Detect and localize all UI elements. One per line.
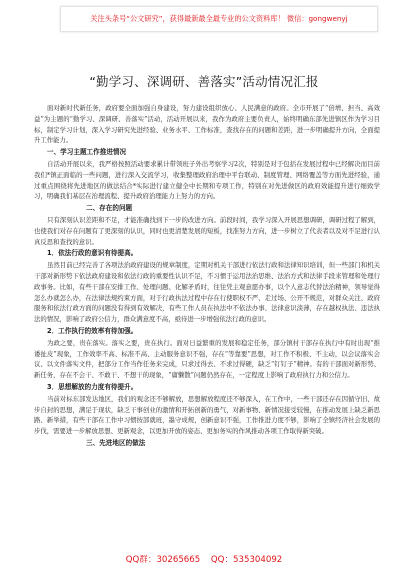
promo-banner-text: 关注头条号“公文研究”，获得最新最全最专业的公文资料库！ 微信：gongwenyj xyxy=(90,14,348,23)
subheading-1: 1．依法行政的意识有待提高。 xyxy=(47,249,138,258)
intro-paragraph: 面对新时代新任务，政府要全面加强自身建设，努力建设组织放心、人民满意的政府。全市开展了“倍增、担当、高效益”为主题的“勤学习、深调研、善落实”活动，活动开展以来，我作为政府主要负责人，始终明确东部先进镇区作为学习目标，制定学习计划，深入学习研究先进经验、业务水平、工作标准，查找存在的问题和差距，进一步明确提升方向，全面提升工作能力。 xyxy=(34,104,380,145)
paragraph-2: 只有深刻认识差距和不足，才能准确找到下一步的改进方向。前段时间，我学习深入开展思想调研，调研过程了解到，也使我们对存在问题有了更深刻的认识，同时也更清楚发展的短板，找准努力方向，进一步树立了代表者以及对不足进行认真反思和查找的意识。 xyxy=(34,215,380,246)
paragraph-1: 自活动开展以来，我严格按照活动要求累计带领班子外出考察学习2次，特别是对于包括在发展过程中已经解决而目前我们*镇正面临的一些问题，进行深入交流学习，收集整理政府治理中平台联动、制度管理、网络覆盖等方面先进经验，通过重点围绕将先进地区的做法结合*实际进行建立健全中长期和专项工作，特别在对先进做区的政府效能提升进行细致学习，明确我们基层在治理流程、提升政府治理能力上努力的方向。 xyxy=(34,159,380,201)
document-body xyxy=(34,103,380,450)
subheading-3: 3．思想解放的力度有待提升。 xyxy=(47,382,138,391)
paragraph-3: 虽然目前已经完善了各项法治政府建设的规章制度，定期对机关干部进行依法行政和法律知识培训，但一些部门和机关干部对新形势下依法政府建设和依法行政的重要性认识不足，不习惯于运用法治思维、法治方式和法律手段来管理和处理行政事务。比如，有些干部在安排工作、处理问题、化解矛盾时，往往凭主观意愿办事，以个人意志代替法治精神，领导觉得怎么办就怎么办，在法律法规约束方面，对于行政执法过程中存在行使职权不严、走过场、公开不规范，对群众关注、政府服务和依法行政方面的问题没有得到有效解决，有些工作人员在执法中不依法办事、法律意识淡薄，存在越权执法、违法执法的情况，影响了政府公信力，群众满意度不高，亟待进一步增强依法行政的意识。 xyxy=(34,261,380,324)
section-heading-3: 三、先进地区的做法 xyxy=(86,438,146,447)
document-title: “勤学习、深调研、善落实”活动情况汇报 xyxy=(89,74,319,89)
paragraph-4: 为政之要，贵在落实。落实之要，贵在执行。面对日益繁重的发展和稳定任务，部分镇村干部存在执行中有时出现“推诿扯皮”现象，工作效率不高、标准不高、主动服务意识不强，存在“等靠要”思想，对工作不积极、不主动，以会议落实会议、以文件落实文件，把部分工作当作任务来完成，只求过得去、不求过得硬，缺乏“钉钉子”精神。有的干部面对新形势、新任务，存在不会干、不敢干、不想干的现象，“庸懒散”问题仍然存在，一定程度上影响了政府执行力和公信力。 xyxy=(34,338,380,380)
section-heading-2: 二、存在的问题 xyxy=(86,204,133,213)
promo-banner xyxy=(60,6,378,32)
footer-contact: QQ群：30265665 QQ：535304092 xyxy=(125,555,283,565)
section-heading-1: 一、学习主题工作推进情况 xyxy=(47,148,127,157)
subheading-2: 2．工作执行的效率有待加强。 xyxy=(47,326,138,335)
paragraph-5: 当前对标东部发达地区，我们的观念还不够解放，思想解放程度还不够深入，在工作中，一些干部还存在因循守旧、故步自封的思想，满足于现状，缺乏干事创业的激情和开拓创新的勇气，对新事物、新情况接受较慢，在推动发展上缺乏新思路、新举措，有些干部在工作中习惯按部就班，墨守成规，创新意识不强，工作推进力度不够，影响了全镇经济社会发展的步伐，需要进一步解放思想、更新观念，以更加开放的姿态、更加务实的作风推动各项工作取得新突破。 xyxy=(34,394,380,436)
